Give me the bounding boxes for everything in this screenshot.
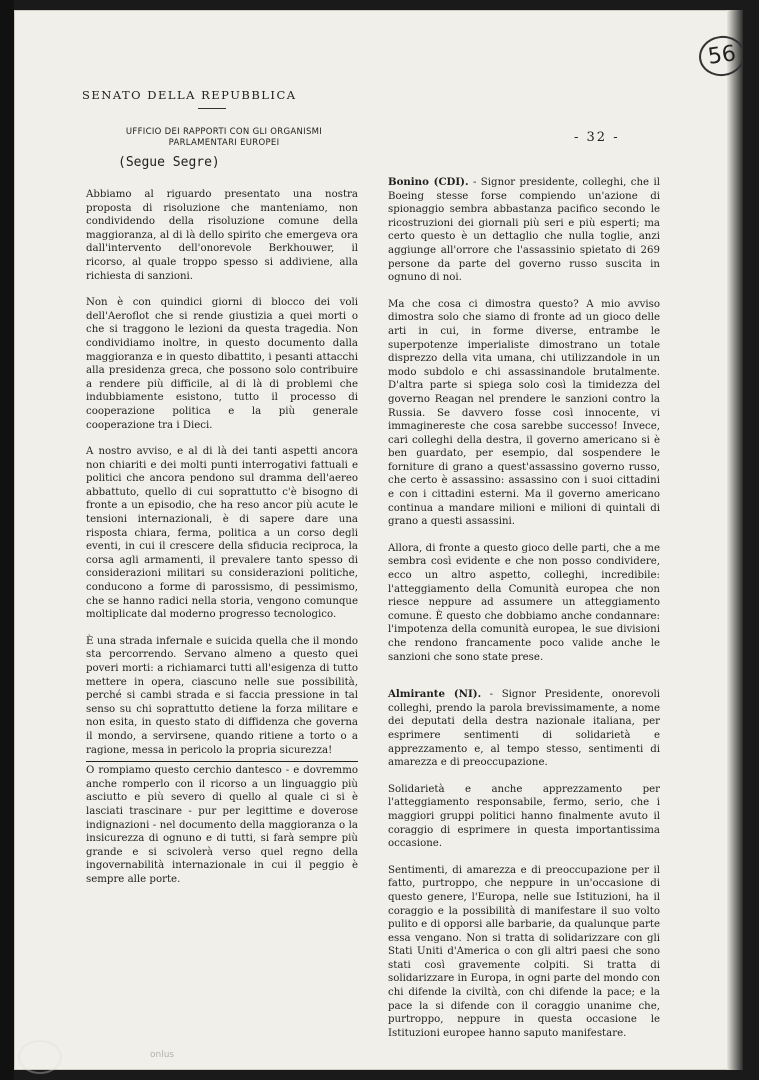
scan-right-edge <box>727 10 743 1070</box>
right-paragraph: Allora, di fronte a questo gioco delle parti, che a me sembra così evidente e che non posso condividere, ecco un altro aspetto, colleghi, incredibile: l'atteggiamento della Comunità europea che non riesce neppure ad assumere un atteggiamento comune. È questo che dobbiamo anche condannare: l'impotenza della comunità europea, le sue divisioni che rendono francamente poco valide anche le sanzioni che sono state prese. <box>388 542 660 663</box>
speech-text: - Signor Presidente, onorevoli colleghi, prendo la parola brevissimamente, a nome dei deputati della destra nazionale italiana, per esprimere sentimenti di solidarietà e apprezzamento e, al tempo stesso, sentimenti di amarezza e di preoccupazione. <box>388 689 660 769</box>
watermark-text: onlus <box>150 1050 175 1060</box>
speaker-name: Almirante (NI). <box>388 688 482 701</box>
speech-text: - Signor presidente, colleghi, che il Boeing stesse forse compiendo un'azione di spionaggio sembra abbastanza pacifico secondo le ricostruzioni dei giornali più seri e più esperti; ma certo questo è un dettaglio che nulla toglie, anzi aggiunge all'orrore che l'assassinio spietato di 269 persone da parte del governo russo suscita in ognuno di noi. <box>388 177 660 284</box>
almirante-paragraph <box>388 688 660 770</box>
page-stamp: 56 <box>696 33 743 79</box>
left-column <box>86 188 358 900</box>
right-paragraph: Ma che cosa ci dimostra questo? A mio avviso dimostra solo che siamo di fronte ad un gioco delle arti in cui, in forme diverse, entrambe le superpotenze imperialiste dimostrano un totale disprezzo della vita umana, chi utilizzandole in un modo subdolo e chi assassinandole brutalmente. D'altra parte si spiega solo così la timidezza del governo Reagan nel prendere le sanzioni contro la Russia. Se davvero fosse così innocente, vi immaginereste che cosa sarebbe successo! Invece, cari colleghi della destra, il governo americano si è ben guardato, per esempio, dal sospendere le forniture di grano a quest'assassino governo russo, che certo è assassino: assassino con i suoi cittadini e con i cittadini esterni. Ma il governo americano continua a mandare milioni e milioni di quintali di grano a questi assassini. <box>388 298 660 528</box>
left-paragraph: O rompiamo questo cerchio dantesco - e dovremmo anche romperlo con il ricorso a un linguaggio più asciutto e più severo di quello al quale ci si è lasciati trascinare - pur per legittime e doverose indignazioni - nel documento della maggioranza o la insicurezza di ognuno e di tutti, si farà sempre più grande e si scivolerà verso quel regno della ingovernabilità internazionale in cui il peggio è sempre alle porte. <box>86 761 358 886</box>
left-paragraph: Abbiamo al riguardo presentato una nostra proposta di risoluzione che manteniamo, non condividendo della risoluzione comune della maggioranza, al di là dello spirito che emergeva ora dall'intervento dell'onorevole Berkhouwer, il ricorso, al quale troppo spesso si addiviene, alla richiesta di sanzioni. <box>86 189 358 282</box>
page-number: - 32 - <box>574 130 620 145</box>
right-column <box>388 176 660 1053</box>
left-paragraph: Non è con quindici giorni di blocco dei voli dell'Aeroflot che si rende giustizia a quei morti o che si traggono le lezioni da questa tragedia. Non condividiamo inoltre, in questo documento dalla maggioranza e in questo dibattito, i pesanti attacchi alla presidenza greca, che possono solo contribuire a rendere più difficile, al di là di problemi che indubbiamente esistono, tutto il processo di cooperazione politica e la più generale cooperazione tra i Dieci. <box>86 297 358 431</box>
scan-binding-edge <box>0 0 14 1080</box>
header-divider <box>198 108 226 109</box>
document-page <box>14 10 743 1070</box>
right-paragraph: Sentimenti, di amarezza e di preoccupazione per il fatto, purtroppo, che neppure in un'occasione di questo genere, l'Europa, nelle sue Istituzioni, ha il coraggio e la possibilità di manifestare il suo volto pulito e di opporsi alle barbarie, da qualunque parte essa vengano. Non si tratta di solidarizzare con gli Stati Uniti d'America o con gli altri paesi che sono stati così gravemente colpiti. Si tratta di solidarizzare in Europa, in ogni parte del mondo con chi difende la civiltà, con chi difende la pace; e la pace la si difende con il coraggio unanime che, purtroppo, neppure in questa occasione le Istituzioni europee hanno saputo manifestare. <box>388 864 660 1039</box>
right-paragraph: Solidarietà e anche apprezzamento per l'atteggiamento responsabile, fermo, serio, che i maggiori gruppi politici hanno finalmente avuto il coraggio di esprimere in questa importantissima occasione. <box>388 783 660 850</box>
speaker-name: Bonino (CDI). <box>388 176 469 188</box>
institution-title: SENATO DELLA REPUBBLICA <box>82 88 297 102</box>
left-paragraph: È una strada infernale e suicida quella che il mondo sta percorrendo. Servano almeno a questo quei poveri morti: a richiamarci tutti all'esigenza di tutto mettere in opera, ciascuno nelle sue possibilità, perché si cambi strada e si faccia pressione in tal senso su chi soprattutto detiene la forza militare e non esita, in questo stato di diffidenza che governa il mondo, a servirsene, quando ritiene a torto o a ragione, messa in pericolo la propria sicurezza! <box>86 635 358 756</box>
watermark-logo-icon <box>18 1040 62 1074</box>
left-paragraph: A nostro avviso, e al di là dei tanti aspetti ancora non chiariti e dei molti punti interrogativi fattuali e politici che ancora pendono sul dramma dell'aereo abbattuto, quello di cui soprattutto c'è bisogno di fronte a un episodio, che ha reso ancor più acute le tensioni internazionali, è di sapere dare una risposta chiara, ferma, politica a un corso degli eventi, in cui il crescere della sfiducia reciproca, la corsa agli armamenti, il prevalere tanto spesso di considerazioni militari su considerazioni politiche, conducono a forme di parossismo, di pessimismo, che se hanno radici nella storia, vengono comunque moltiplicate dal moderno progresso tecnologico. <box>86 446 358 621</box>
bonino-paragraph <box>388 176 660 285</box>
continuation-note: (Segue Segre) <box>118 155 220 170</box>
office-subtitle: UFFICIO DEI RAPPORTI CON GLI ORGANISMI PARLAMENTARI EUROPEI <box>125 127 323 148</box>
